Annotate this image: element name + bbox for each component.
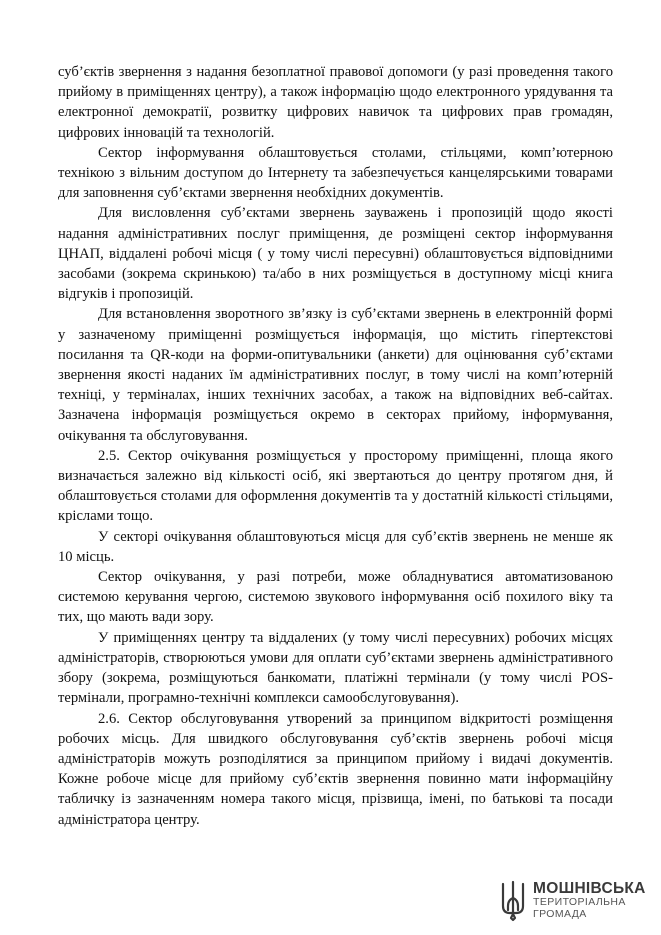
paragraph-section-2-5: 2.5. Сектор очікування розміщується у просторому приміщенні, площа якого визначається залежно від кількості осіб, які звертаються до центру протягом дня, й облаштовується столами для оформлення документів та у достатній кількості стільцями, кріслами тощо.: [58, 447, 613, 525]
logo-line-1: МОШНІВСЬКА: [533, 880, 646, 897]
logo-wordmark: [533, 881, 646, 920]
paragraph-continuation: суб’єктів звернення з надання безоплатної правової допомоги (у разі проведення такого прийому в приміщеннях центру), а також інформацію щодо електронного урядування та електронної демократії, розвитку цифрових навичок та цифрових прав громадян, цифрових інновацій та технологій.: [58, 64, 613, 141]
community-logo: [500, 880, 650, 930]
trident-icon: [500, 880, 526, 922]
paragraph-payment-conditions: У приміщеннях центру та віддалених (у тому числі пересувних) робочих місцях адміністраторів, створюються умови для оплати суб’єктами звернень адміністративного збору (зокрема, розміщуються банкомати, платіжні термінали (у тому числі POS-термінали, програмно-технічні комплекси самообслуговування).: [58, 629, 613, 707]
paragraph-section-2-6: 2.6. Сектор обслуговування утворений за принципом відкритості розміщення робочих місць. Для швидкого обслуговування суб’єктів звернень робочі місця адміністраторів можуть розподілятися за принципом прийому і видачі документів. Кожне робоче місце для прийому суб’єктів звернення повинно мати інформаційну табличку із зазначенням номера такого місця, прізвища, імені, по батькові та посади адміністратора центру.: [58, 710, 613, 828]
paragraph-electronic-feedback: Для встановлення зворотного зв’язку із суб’єктами звернень в електронній формі у зазначеному приміщенні розміщується інформація, що містить гіпертекстові посилання та QR-коди на форми-опитувальники (анкети) для оцінювання суб’єктами звернення якості наданих їм адміністративних послуг, в тому числі на комп’ютерній техніці, у терміналах, інших технічних засобах, а також на відповідних веб-сайтах. Зазначена інформація розміщується окремо в секторах прийому, інформування, очікування та обслуговування.: [58, 306, 613, 444]
paragraph-feedback-book: Для висловлення суб’єктами звернень зауважень і пропозицій щодо якості надання адміністративних послуг приміщення, де розміщені сектор інформування ЦНАП, віддалені робочі місця ( у тому числі пересувні) облаштовується відповідними засобами (зокрема скринькою) та/або в них розміщується в доступному місці книга відгуків і пропозицій.: [58, 205, 613, 303]
logo-line-2: ТЕРИТОРІАЛЬНА: [533, 896, 626, 908]
document-body: [58, 62, 613, 830]
paragraph-queue-system: Сектор очікування, у разі потреби, може обладнуватися автоматизованою системою керування чергою, системою звукового інформування осіб похилого віку та тих, що мають вади зору.: [58, 569, 613, 626]
paragraph-waiting-seats: У секторі очікування облаштовуються місця для суб’єктів звернень не менше як 10 місць.: [58, 528, 613, 565]
logo-line-3: ГРОМАДА: [533, 908, 587, 920]
paragraph-info-sector-equipment: Сектор інформування облаштовується столами, стільцями, комп’ютерною технікою з вільним доступом до Інтернету та забезпечується канцелярськими товарами для заповнення суб’єктами звернення необхідних документів.: [58, 144, 613, 202]
